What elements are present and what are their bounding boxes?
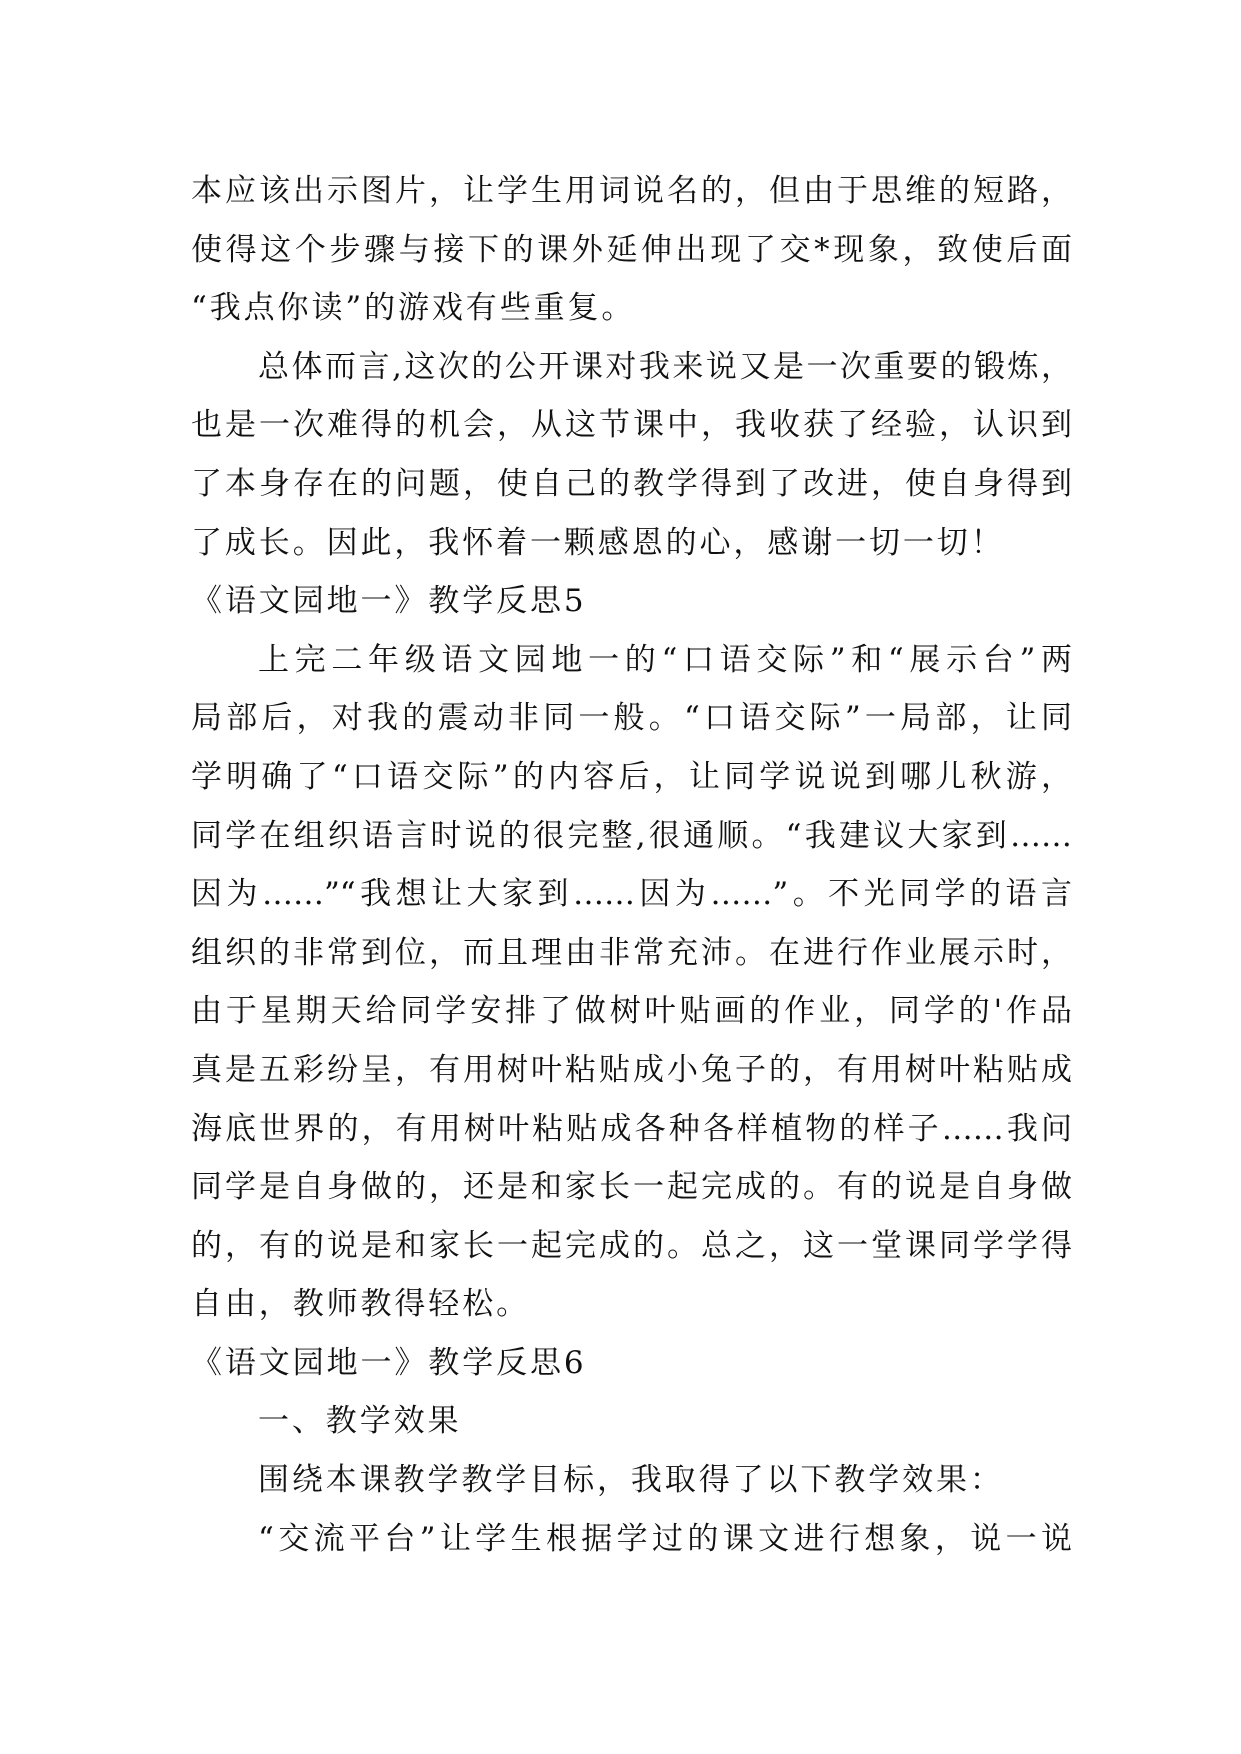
text-line: 总体而言,这次的公开课对我来说又是一次重要的锻炼， xyxy=(258,348,1072,385)
subheading xyxy=(191,1392,1072,1451)
text-line: 的，有的说是和家长一起完成的。总之，这一堂课同学学得 xyxy=(191,1227,1072,1264)
paragraph xyxy=(191,631,1072,1334)
text-line: “我点你读”的游戏有些重复。 xyxy=(191,290,636,327)
text-line: 海底世界的，有用树叶粘贴成各种各样植物的样子……我问 xyxy=(191,1110,1072,1147)
text-line: 因为……”“我想让大家到……因为……”。不光同学的语言 xyxy=(191,876,1072,913)
text-line: 自由，教师教得轻松。 xyxy=(191,1286,530,1323)
text-line: 本应该出示图片，让学生用词说名的，但由于思维的短路， xyxy=(191,173,1072,209)
paragraph xyxy=(191,162,1072,338)
text-line: 学明确了“口语交际”的内容后，让同学说说到哪儿秋游， xyxy=(191,758,1072,795)
section-title: 《语文园地一》教学反思6 xyxy=(191,1344,587,1381)
text-line: 了成长。因此，我怀着一颗感恩的心，感谢一切一切！ xyxy=(191,524,1005,561)
text-line: 一、教学效果 xyxy=(258,1403,462,1440)
text-line: 同学是自身做的，还是和家长一起完成的。有的说是自身做 xyxy=(191,1169,1072,1206)
text-line: “交流平台”让学生根据学过的课文进行想象，说一说 xyxy=(258,1520,1072,1557)
document-body xyxy=(191,162,1072,1568)
text-line: 局部后，对我的震动非同一般。“口语交际”一局部，让同 xyxy=(191,700,1072,737)
text-line: 同学在组织语言时说的很完整,很通顺。“我建议大家到…… xyxy=(191,817,1072,854)
text-line: 围绕本课教学教学目标，我取得了以下教学效果： xyxy=(258,1462,1004,1499)
paragraph xyxy=(191,338,1072,572)
text-line: 组织的非常到位，而且理由非常充沛。在进行作业展示时， xyxy=(191,934,1072,971)
text-line: 也是一次难得的机会，从这节课中，我收获了经验，认识到 xyxy=(191,407,1072,444)
text-line: 由于星期天给同学安排了做树叶贴画的作业，同学的'作品 xyxy=(191,993,1072,1030)
text-line: 真是五彩纷呈，有用树叶粘贴成小兔子的，有用树叶粘贴成 xyxy=(191,1051,1072,1088)
text-line: 上完二年级语文园地一的“口语交际”和“展示台”两 xyxy=(258,641,1072,678)
paragraph xyxy=(191,1510,1072,1569)
text-line: 了本身存在的问题，使自己的教学得到了改进，使自身得到 xyxy=(191,465,1072,502)
text-line: 使得这个步骤与接下的课外延伸出现了交*现象，致使后面 xyxy=(191,231,1072,268)
paragraph xyxy=(191,1451,1072,1510)
section-title: 《语文园地一》教学反思5 xyxy=(191,583,587,620)
